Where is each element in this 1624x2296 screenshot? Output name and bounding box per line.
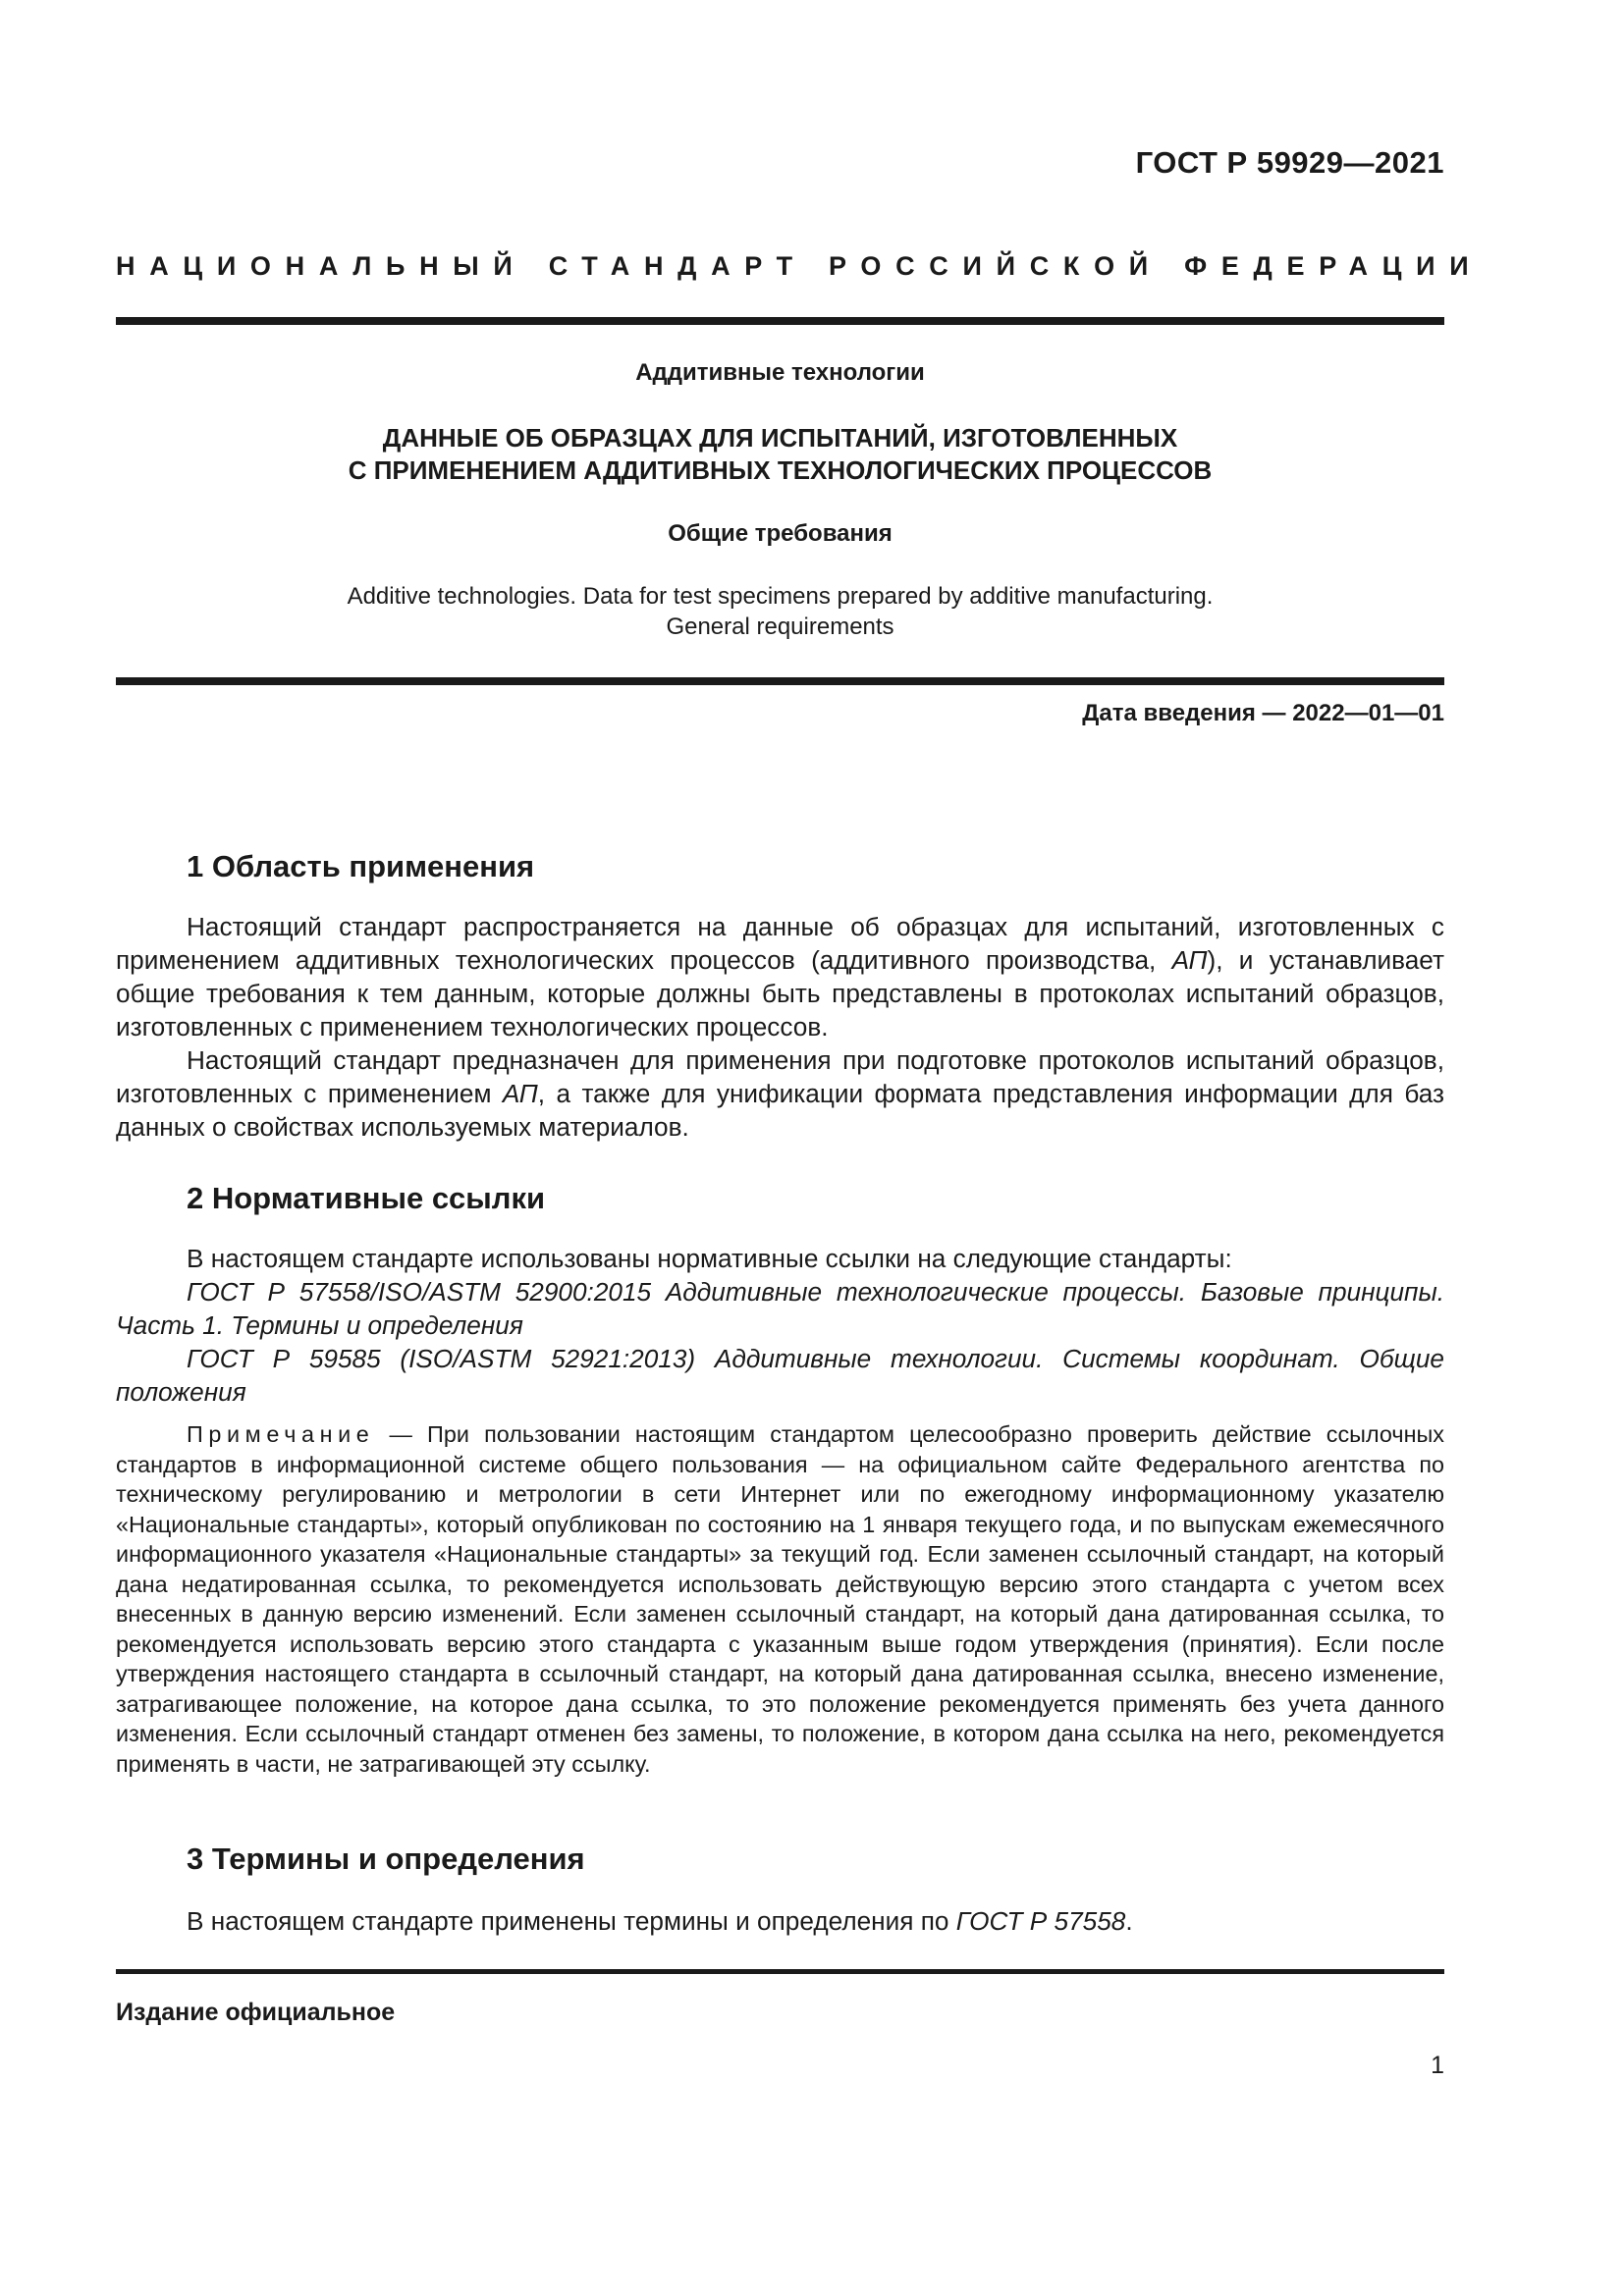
section-3-paragraph-1-text-a: В настоящем стандарте применены термины и определения по <box>187 1906 956 1936</box>
abbr-ap: АП <box>1171 945 1208 975</box>
document-code: ГОСТ Р 59929—2021 <box>1135 145 1444 180</box>
document-title-line-1: ДАННЫЕ ОБ ОБРАЗЦАХ ДЛЯ ИСПЫТАНИЙ, ИЗГОТОВЛЕННЫХ <box>382 423 1178 453</box>
section-3-heading: 3 Термины и определения <box>187 1842 585 1876</box>
top-divider <box>116 317 1444 325</box>
page-number: 1 <box>1431 2052 1444 2079</box>
document-subtitle: Общие требования <box>668 520 893 547</box>
section-1-heading: 1 Область применения <box>187 849 535 883</box>
introduction-date: Дата введения — 2022—01—01 <box>1082 700 1444 726</box>
document-title <box>116 422 1444 487</box>
document-subject: Аддитивные технологии <box>635 359 925 386</box>
normative-reference-1: ГОСТ Р 57558/ISO/ASTM 52900:2015 Аддитивные технологические процессы. Базовые принципы. Часть 1. Термины и определения <box>116 1277 1444 1340</box>
note-label: Примечание <box>187 1421 375 1447</box>
english-title <box>116 581 1444 642</box>
title-divider <box>116 677 1444 685</box>
national-standard-banner: НАЦИОНАЛЬНЫЙ СТАНДАРТ РОССИЙСКОЙ ФЕДЕРАЦИИ <box>116 251 1484 281</box>
normative-reference-2: ГОСТ Р 59585 (ISO/ASTM 52921:2013) Аддитивные технологии. Системы координат. Общие положения <box>116 1344 1444 1407</box>
abbr-ap: АП <box>502 1079 538 1108</box>
section-2-heading: 2 Нормативные ссылки <box>187 1181 546 1215</box>
normative-note <box>116 1419 1444 1779</box>
section-1-paragraph-1-text-b: ), и устанавливает общие требования к тем данным, которые должны быть представлены в протоколах испытаний образцов, изготовленных с применением технологических процессов. <box>116 945 1444 1041</box>
english-title-line-2: General requirements <box>666 614 894 640</box>
note-text: — При пользовании настоящим стандартом целесообразно проверить действие ссылочных стандартов в информационной системе общего пользования — на официальном сайте Федерального агентства по техническому регулированию и метрологии в сети Интернет или по ежегодному информационному указателю «Национальные стандарты», который опубликован по состоянию на 1 января текущего года, и по выпускам ежемесячного информационного указателя «Национальные стандарты» за текущий год. Если заменен ссылочный стандарт, на который дана недатированная ссылка, то рекомендуется использовать действующую версию этого стандарта с учетом всех внесенных в данную версию изменений. Если заменен ссылочный стандарт, на который дана датированная ссылка, то рекомендуется использовать версию этого стандарта с указанным выше годом утверждения (принятия). Если после утверждения настоящего стандарта в ссылочный стандарт, на который дана датированная ссылка, внесено изменение, затрагивающее положение, на которое дана ссылка, то это положение рекомендуется применять без учета данного изменения. Если ссылочный стандарт отменен без замены, то положение, в котором дана ссылка на него, рекомендуется применять в части, не затрагивающей эту ссылку. <box>116 1421 1444 1777</box>
official-edition-label: Издание официальное <box>116 1999 396 2026</box>
section-2-intro: В настоящем стандарте использованы нормативные ссылки на следующие стандарты: <box>187 1244 1232 1273</box>
section-3-paragraph-1-text-b: . <box>1125 1906 1133 1936</box>
section-1-paragraph-1 <box>116 910 1444 1043</box>
section-3-paragraph-1 <box>116 1904 1444 1938</box>
section-1-paragraph-1-text-a: Настоящий стандарт распространяется на данные об образцах для испытаний, изготовленных с применением аддитивных технологических процессов (аддитивного производства, <box>116 912 1444 975</box>
section-1-paragraph-2-text-b: , а также для унификации формата представления информации для баз данных о свойствах используемых материалов. <box>116 1079 1444 1142</box>
section-1-paragraph-2-text-a: Настоящий стандарт предназначен для применения при подготовке протоколов испытаний образцов, изготовленных с применением <box>116 1045 1444 1108</box>
document-title-line-2: С ПРИМЕНЕНИЕМ АДДИТИВНЫХ ТЕХНОЛОГИЧЕСКИХ ПРОЦЕССОВ <box>348 455 1213 485</box>
reference-gost-57558: ГОСТ Р 57558 <box>955 1906 1126 1936</box>
footer-divider <box>116 1969 1444 1974</box>
english-title-line-1: Additive technologies. Data for test specimens prepared by additive manufacturing. <box>347 583 1214 610</box>
section-1-paragraph-2 <box>116 1043 1444 1144</box>
